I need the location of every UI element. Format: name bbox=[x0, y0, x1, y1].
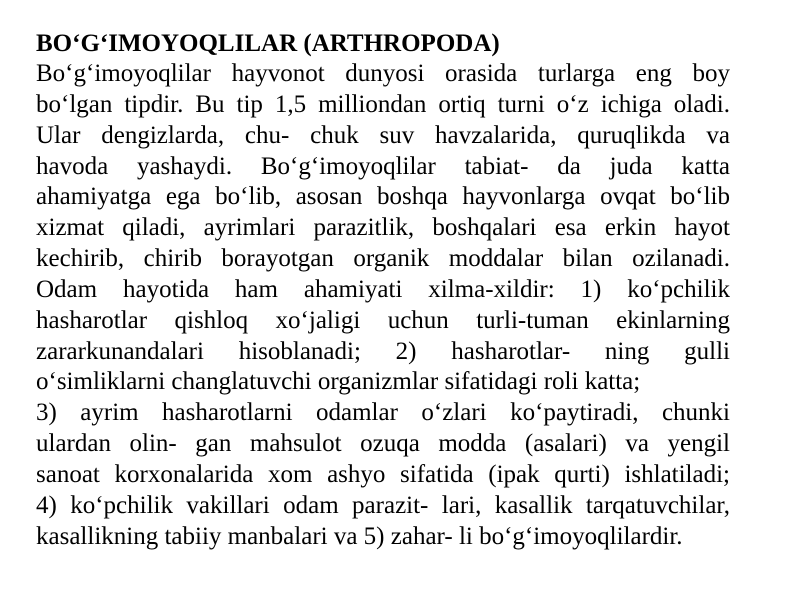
body-line: Bo‘g‘imoyoqlilar hayvonot dunyosi orasida turlarga eng boy bbox=[36, 60, 730, 87]
body-line: 3) ayrim hasharotlarni odamlar o‘zlari ko‘paytiradi, chunki bbox=[36, 399, 730, 427]
body-line: o‘simliklarni changlatuvchi organizmlar sifatidagi roli katta; bbox=[36, 368, 641, 396]
body-line: 4) ko‘pchilik vakillari odam parazit- lari, kasallik tarqatuvchilar, bbox=[36, 491, 730, 519]
body-line: zararkunandalari hisoblanadi; 2) hasharotlar- ning gulli bbox=[36, 337, 730, 365]
body-line: bo‘lgan tipdir. Bu tip 1,5 milliondan ortiq turni o‘z ichiga oladi. bbox=[36, 90, 730, 118]
body-line: Ular dengizlarda, chu- chuk suv havzalarida, quruqlikda va bbox=[36, 121, 730, 149]
document-body bbox=[36, 59, 730, 553]
body-line: xizmat qiladi, ayrimlari parazitlik, boshqalari esa erkin hayot bbox=[36, 214, 730, 242]
body-line: ahamiyatga ega bo‘lib, asosan boshqa hayvonlarga ovqat bo‘lib bbox=[36, 183, 730, 211]
document-title: BO‘G‘IMOYOQLILAR (ARTHROPODA) bbox=[36, 30, 500, 57]
body-line: havoda yashaydi. Bo‘g‘imoyoqlilar tabiat- da juda katta bbox=[36, 152, 730, 180]
body-line: sanoat korxonalarida xom ashyo sifatida (ipak qurti) ishlatiladi; bbox=[36, 460, 730, 488]
body-line: hasharotlar qishloq xo‘jaligi uchun turli-tuman ekinlarning bbox=[36, 306, 730, 334]
body-line: kechirib, chirib borayotgan organik moddalar bilan ozilanadi. bbox=[36, 245, 730, 273]
body-line: Odam hayotida ham ahamiyati xilma-xildir: 1) ko‘pchilik bbox=[36, 275, 730, 303]
document-page bbox=[36, 28, 730, 553]
body-line: kasallikning tabiiy manbalari va 5) zahar- li bo‘g‘imoyoqlilardir. bbox=[36, 522, 683, 550]
body-line: ulardan olin- gan mahsulot ozuqa modda (asalari) va yengil bbox=[36, 430, 730, 458]
